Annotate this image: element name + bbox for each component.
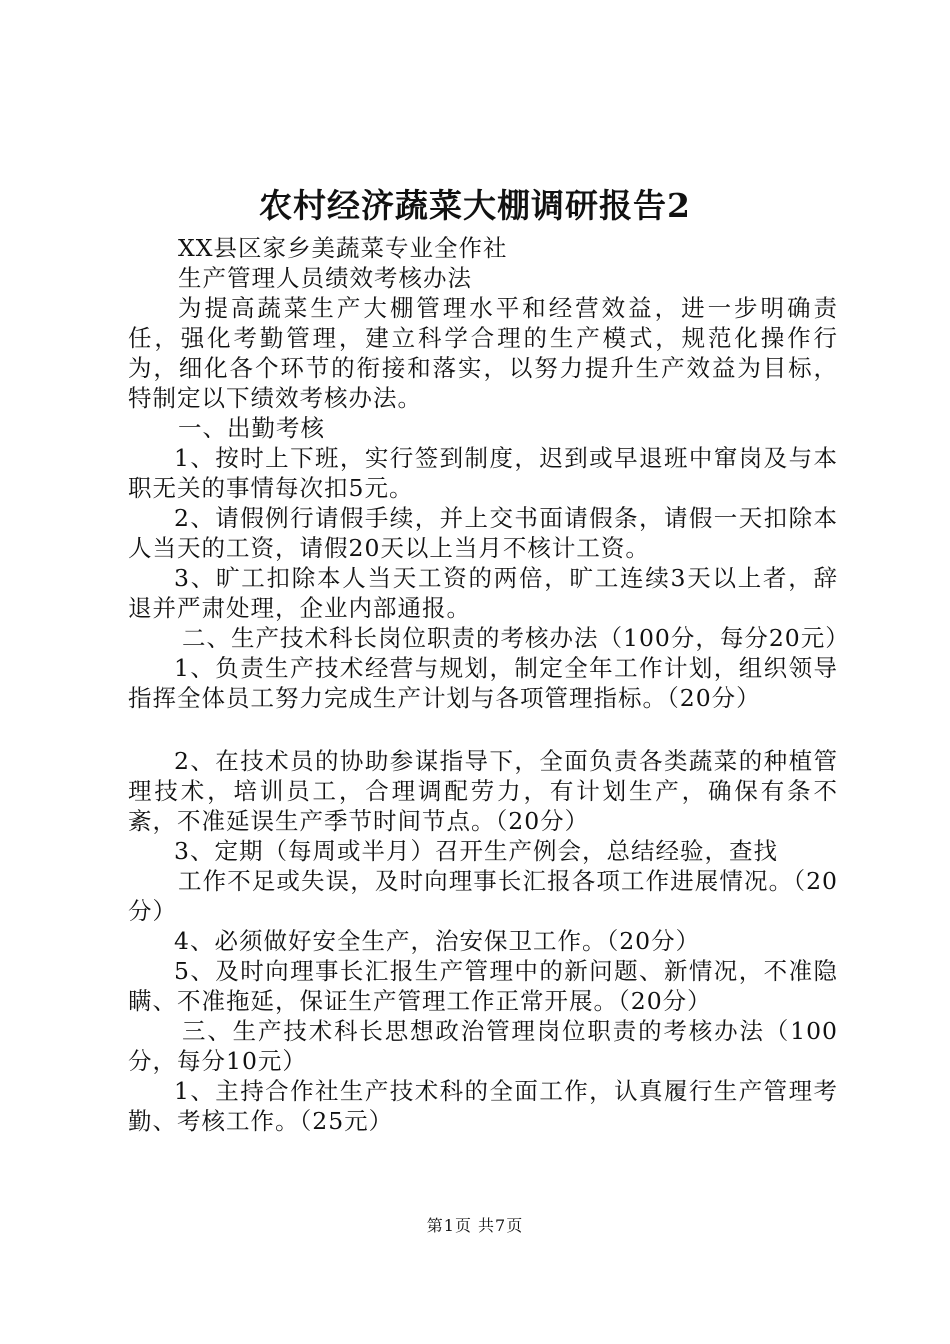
paragraph-gap	[128, 713, 838, 746]
subtitle-line: 生产管理人员绩效考核办法	[178, 264, 472, 292]
list-item: 1、负责生产技术经营与规划，制定全年工作计划，组织领导指挥全体员工努力完成生产计划与各项管理指标。（20分）	[128, 654, 838, 712]
list-item: 1、主持合作社生产技术科的全面工作，认真履行生产管理考勤、考核工作。（25元）	[128, 1077, 838, 1135]
intro-paragraph: 为提高蔬菜生产大棚管理水平和经营效益，进一步明确责任，强化考勤管理，建立科学合理的生产模式，规范化操作行为，细化各个环节的衔接和落实，以努力提升生产效益为目标，特制定以下绩效考核办法。	[128, 294, 838, 412]
list-item-continuation: 工作不足或失误，及时向理事长汇报各项工作进展情况。（20分）	[128, 867, 838, 925]
section-heading-1: 一、出勤考核	[178, 414, 325, 442]
list-item: 2、请假例行请假手续，并上交书面请假条，请假一天扣除本人当天的工资，请假20天以上当月不核计工资。	[128, 504, 838, 562]
document-title: 农村经济蔬菜大棚调研报告2	[259, 186, 691, 225]
page-footer: 第1页 共7页	[426, 1216, 524, 1235]
list-item: 2、在技术员的协助参谋指导下，全面负责各类蔬菜的种植管理技术，培训员工，合理调配劳力，有计划生产，确保有条不紊，不准延误生产季节时间节点。（20分）	[128, 747, 838, 835]
list-item: 4、必须做好安全生产，治安保卫工作。（20分）	[174, 927, 701, 955]
list-item: 1、按时上下班，实行签到制度，迟到或早退班中窜岗及与本职无关的事情每次扣5元。	[128, 444, 838, 502]
document-body	[128, 233, 850, 1136]
section-heading-2: 二、生产技术科长岗位职责的考核办法（100分，每分20元）	[182, 624, 850, 652]
org-name-line: XX县区家乡美蔬菜专业全作社	[178, 234, 508, 262]
list-item: 3、旷工扣除本人当天工资的两倍，旷工连续3天以上者，辞退并严肃处理，企业内部通报。	[128, 564, 838, 622]
list-item: 5、及时向理事长汇报生产管理中的新问题、新情况，不准隐瞒、不准拖延，保证生产管理工作正常开展。（20分）	[128, 957, 838, 1015]
section-heading-3: 三、生产技术科长思想政治管理岗位职责的考核办法（100分，每分10元）	[128, 1017, 838, 1075]
list-item: 3、定期（每周或半月）召开生产例会，总结经验，查找	[174, 837, 778, 865]
